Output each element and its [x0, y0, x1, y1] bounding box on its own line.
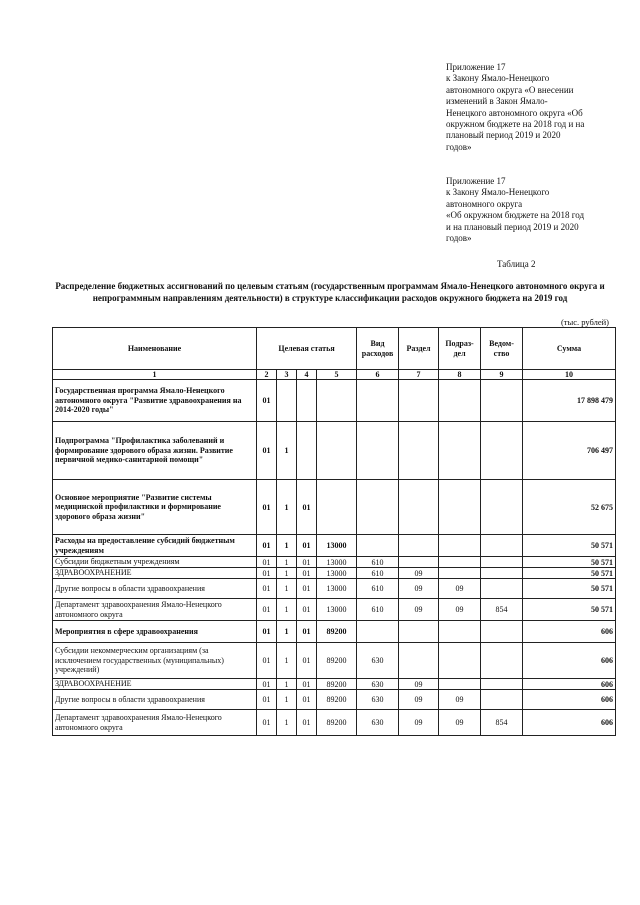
- row-code-cell-vr: 630: [357, 679, 399, 690]
- row-code-cell-vr: 630: [357, 690, 399, 710]
- annex-line: и на плановый период 2019 и 2020: [446, 221, 579, 232]
- row-name-cell: ЗДРАВООХРАНЕНИЕ: [53, 679, 257, 690]
- table-row: [53, 568, 616, 579]
- table-row: [53, 599, 616, 621]
- annex-title: Приложение 17: [446, 176, 506, 186]
- annex-title: Приложение 17: [446, 62, 506, 72]
- row-code-cell-c2: 01: [257, 535, 277, 557]
- column-number: 7: [399, 370, 439, 380]
- row-code-cell-c2: 01: [257, 380, 277, 422]
- column-number: 8: [439, 370, 481, 380]
- row-code-cell-c2: 01: [257, 422, 277, 480]
- annex-line: изменений в Закон Ямало-: [446, 96, 548, 107]
- row-code-cell-ved: [481, 480, 523, 535]
- row-code-cell-c2: 01: [257, 690, 277, 710]
- annex-line: к Закону Ямало-Ненецкого: [446, 73, 550, 84]
- row-code-cell-ved: [481, 568, 523, 579]
- row-code-cell-c5: 13000: [317, 599, 357, 621]
- column-number: 9: [481, 370, 523, 380]
- row-code-cell-c3: 1: [277, 568, 297, 579]
- row-code-cell-c5: 89200: [317, 690, 357, 710]
- row-code-cell-c2: 01: [257, 621, 277, 643]
- row-code-cell-pr: 09: [439, 579, 481, 599]
- row-code-cell-pr: [439, 643, 481, 679]
- row-code-cell-c3: 1: [277, 621, 297, 643]
- row-code-cell-rz: [399, 535, 439, 557]
- col-header-ministry: Ведом-ство: [481, 328, 523, 370]
- row-code-cell-rz: [399, 557, 439, 568]
- row-code-cell-c2: 01: [257, 579, 277, 599]
- row-sum-cell: 17 898 479: [523, 380, 616, 422]
- row-code-cell-rz: 09: [399, 710, 439, 736]
- annex-line: автономного округа: [446, 198, 523, 209]
- row-code-cell-vr: 610: [357, 599, 399, 621]
- row-sum-cell: 50 571: [523, 568, 616, 579]
- row-code-cell-c4: 01: [297, 710, 317, 736]
- row-code-cell-c3: 1: [277, 643, 297, 679]
- table-row: [53, 621, 616, 643]
- row-sum-cell: 606: [523, 643, 616, 679]
- row-code-cell-pr: 09: [439, 599, 481, 621]
- row-code-cell-pr: 09: [439, 690, 481, 710]
- row-code-cell-c4: 01: [297, 679, 317, 690]
- row-code-cell-c5: 89200: [317, 643, 357, 679]
- annex-line: к Закону Ямало-Ненецкого: [446, 187, 550, 198]
- col-header-section: Раздел: [399, 328, 439, 370]
- row-code-cell-ved: [481, 679, 523, 690]
- row-code-cell-rz: [399, 380, 439, 422]
- row-code-cell-c3: 1: [277, 422, 297, 480]
- row-sum-cell: 50 571: [523, 599, 616, 621]
- row-code-cell-c4: 01: [297, 621, 317, 643]
- row-code-cell-vr: 610: [357, 579, 399, 599]
- row-code-cell-ved: 854: [481, 599, 523, 621]
- row-name-cell: Мероприятия в сфере здравоохранения: [53, 621, 257, 643]
- row-code-cell-c4: 01: [297, 643, 317, 679]
- row-code-cell-ved: [481, 579, 523, 599]
- row-code-cell-c4: 01: [297, 690, 317, 710]
- row-sum-cell: 606: [523, 679, 616, 690]
- row-code-cell-c5: 89200: [317, 710, 357, 736]
- row-code-cell-rz: 09: [399, 690, 439, 710]
- column-number: 5: [317, 370, 357, 380]
- annex-17-amendment-note: [446, 62, 616, 153]
- row-code-cell-vr: [357, 621, 399, 643]
- row-sum-cell: 50 571: [523, 557, 616, 568]
- row-code-cell-c3: 1: [277, 599, 297, 621]
- table-row: [53, 535, 616, 557]
- column-number: 3: [277, 370, 297, 380]
- row-code-cell-c2: 01: [257, 480, 277, 535]
- table-row: [53, 643, 616, 679]
- row-code-cell-c5: 13000: [317, 535, 357, 557]
- annex-line: Ненецкого автономного округа «Об: [446, 107, 583, 118]
- row-code-cell-c4: 01: [297, 568, 317, 579]
- col-header-target-article: Целевая статья: [257, 328, 357, 370]
- row-code-cell-vr: 610: [357, 557, 399, 568]
- annex-line: годов»: [446, 141, 472, 152]
- row-name-cell: Субсидии бюджетным учреждениям: [53, 557, 257, 568]
- annex-17-budget-law-note: [446, 176, 616, 244]
- row-code-cell-c4: 01: [297, 579, 317, 599]
- row-name-cell: Другие вопросы в области здравоохранения: [53, 579, 257, 599]
- row-code-cell-c3: [277, 380, 297, 422]
- table-row: [53, 710, 616, 736]
- row-code-cell-rz: [399, 643, 439, 679]
- row-code-cell-c5: [317, 380, 357, 422]
- row-code-cell-c4: [297, 422, 317, 480]
- table-row: [53, 679, 616, 690]
- row-code-cell-ved: [481, 380, 523, 422]
- table-row: [53, 557, 616, 568]
- row-code-cell-rz: [399, 621, 439, 643]
- row-code-cell-pr: [439, 557, 481, 568]
- row-code-cell-c5: 13000: [317, 568, 357, 579]
- row-sum-cell: 706 497: [523, 422, 616, 480]
- row-code-cell-pr: [439, 621, 481, 643]
- col-header-name: Наименование: [53, 328, 257, 370]
- row-code-cell-vr: [357, 535, 399, 557]
- column-number: 1: [53, 370, 257, 380]
- row-code-cell-pr: 09: [439, 710, 481, 736]
- row-name-cell: Департамент здравоохранения Ямало-Ненецкого автономного округа: [53, 599, 257, 621]
- row-sum-cell: 606: [523, 710, 616, 736]
- row-code-cell-c4: 01: [297, 599, 317, 621]
- row-code-cell-pr: [439, 568, 481, 579]
- row-code-cell-ved: 854: [481, 710, 523, 736]
- row-code-cell-rz: [399, 480, 439, 535]
- annex-line: плановый период 2019 и 2020: [446, 130, 561, 141]
- row-code-cell-rz: [399, 422, 439, 480]
- row-code-cell-c4: 01: [297, 480, 317, 535]
- row-code-cell-c4: 01: [297, 557, 317, 568]
- row-code-cell-c4: [297, 380, 317, 422]
- row-code-cell-ved: [481, 621, 523, 643]
- row-code-cell-rz: 09: [399, 599, 439, 621]
- column-number: 6: [357, 370, 399, 380]
- row-name-cell: Расходы на предоставление субсидий бюджетным учреждениям: [53, 535, 257, 557]
- row-sum-cell: 50 571: [523, 535, 616, 557]
- table-row: [53, 480, 616, 535]
- row-code-cell-vr: [357, 380, 399, 422]
- column-number-row: [53, 370, 616, 380]
- row-code-cell-c2: 01: [257, 643, 277, 679]
- col-header-sum: Сумма: [523, 328, 616, 370]
- row-sum-cell: 52 675: [523, 480, 616, 535]
- row-name-cell: Подпрограмма "Профилактика заболеваний и формирование здорового образа жизни. Развитие первичной медико-санитарной помощи": [53, 422, 257, 480]
- row-code-cell-pr: [439, 480, 481, 535]
- column-number: 4: [297, 370, 317, 380]
- col-header-subsection: Подраз-дел: [439, 328, 481, 370]
- row-code-cell-vr: 630: [357, 643, 399, 679]
- row-code-cell-vr: 630: [357, 710, 399, 736]
- row-code-cell-c4: 01: [297, 535, 317, 557]
- annex-line: годов»: [446, 233, 472, 244]
- annex-line: окружном бюджете на 2018 год и на: [446, 119, 585, 130]
- row-code-cell-c5: [317, 422, 357, 480]
- document-heading: Распределение бюджетных ассигнований по целевым статьям (государственным программам Ямало-Ненецкого автономного округа и непрограммным направлениям деятельности) в структуре классификации расходов окружного бюджета на 2019 год: [55, 281, 605, 303]
- row-code-cell-c3: 1: [277, 710, 297, 736]
- row-code-cell-ved: [481, 557, 523, 568]
- row-code-cell-vr: [357, 422, 399, 480]
- row-code-cell-c5: 13000: [317, 579, 357, 599]
- row-code-cell-ved: [481, 535, 523, 557]
- row-sum-cell: 50 571: [523, 579, 616, 599]
- row-code-cell-c3: 1: [277, 557, 297, 568]
- row-code-cell-rz: 09: [399, 579, 439, 599]
- row-name-cell: Государственная программа Ямало-Ненецкого автономного округа "Развитие здравоохранения на 2014-2020 годы": [53, 380, 257, 422]
- table-row: [53, 690, 616, 710]
- row-name-cell: Другие вопросы в области здравоохранения: [53, 690, 257, 710]
- row-sum-cell: 606: [523, 690, 616, 710]
- row-code-cell-c3: 1: [277, 480, 297, 535]
- row-code-cell-ved: [481, 643, 523, 679]
- row-code-cell-c5: 13000: [317, 557, 357, 568]
- row-name-cell: Основное мероприятие "Развитие системы медицинской профилактики и формирование здорового образа жизни": [53, 480, 257, 535]
- row-name-cell: Департамент здравоохранения Ямало-Ненецкого автономного округа: [53, 710, 257, 736]
- table-body: [53, 380, 616, 736]
- annex-line: «Об окружном бюджете на 2018 год: [446, 210, 585, 221]
- column-number: 10: [523, 370, 616, 380]
- row-code-cell-pr: [439, 535, 481, 557]
- row-code-cell-c3: 1: [277, 579, 297, 599]
- row-code-cell-c5: [317, 480, 357, 535]
- row-sum-cell: 606: [523, 621, 616, 643]
- row-code-cell-c2: 01: [257, 568, 277, 579]
- row-code-cell-c2: 01: [257, 599, 277, 621]
- row-code-cell-c5: 89200: [317, 679, 357, 690]
- table-number-label: Таблица 2: [497, 259, 536, 269]
- row-code-cell-c3: 1: [277, 535, 297, 557]
- row-name-cell: ЗДРАВООХРАНЕНИЕ: [53, 568, 257, 579]
- row-code-cell-pr: [439, 422, 481, 480]
- row-code-cell-pr: [439, 679, 481, 690]
- row-code-cell-c3: 1: [277, 679, 297, 690]
- row-code-cell-c2: 01: [257, 710, 277, 736]
- row-code-cell-c3: 1: [277, 690, 297, 710]
- row-code-cell-ved: [481, 422, 523, 480]
- units-label: (тыс. рублей): [560, 317, 609, 327]
- row-code-cell-rz: 09: [399, 679, 439, 690]
- row-code-cell-rz: 09: [399, 568, 439, 579]
- row-code-cell-c2: 01: [257, 557, 277, 568]
- column-number: 2: [257, 370, 277, 380]
- budget-allocation-table: [52, 327, 616, 736]
- table-row: [53, 380, 616, 422]
- row-code-cell-ved: [481, 690, 523, 710]
- table-row: [53, 579, 616, 599]
- row-name-cell: Субсидии некоммерческим организациям (за исключением государственных (муниципальных) учреждений): [53, 643, 257, 679]
- row-code-cell-c2: 01: [257, 679, 277, 690]
- table-row: [53, 422, 616, 480]
- annex-line: автономного округа «О внесении: [446, 84, 574, 95]
- row-code-cell-c5: 89200: [317, 621, 357, 643]
- row-code-cell-pr: [439, 380, 481, 422]
- col-header-expense-type: Вид расходов: [357, 328, 399, 370]
- row-code-cell-vr: 610: [357, 568, 399, 579]
- row-code-cell-vr: [357, 480, 399, 535]
